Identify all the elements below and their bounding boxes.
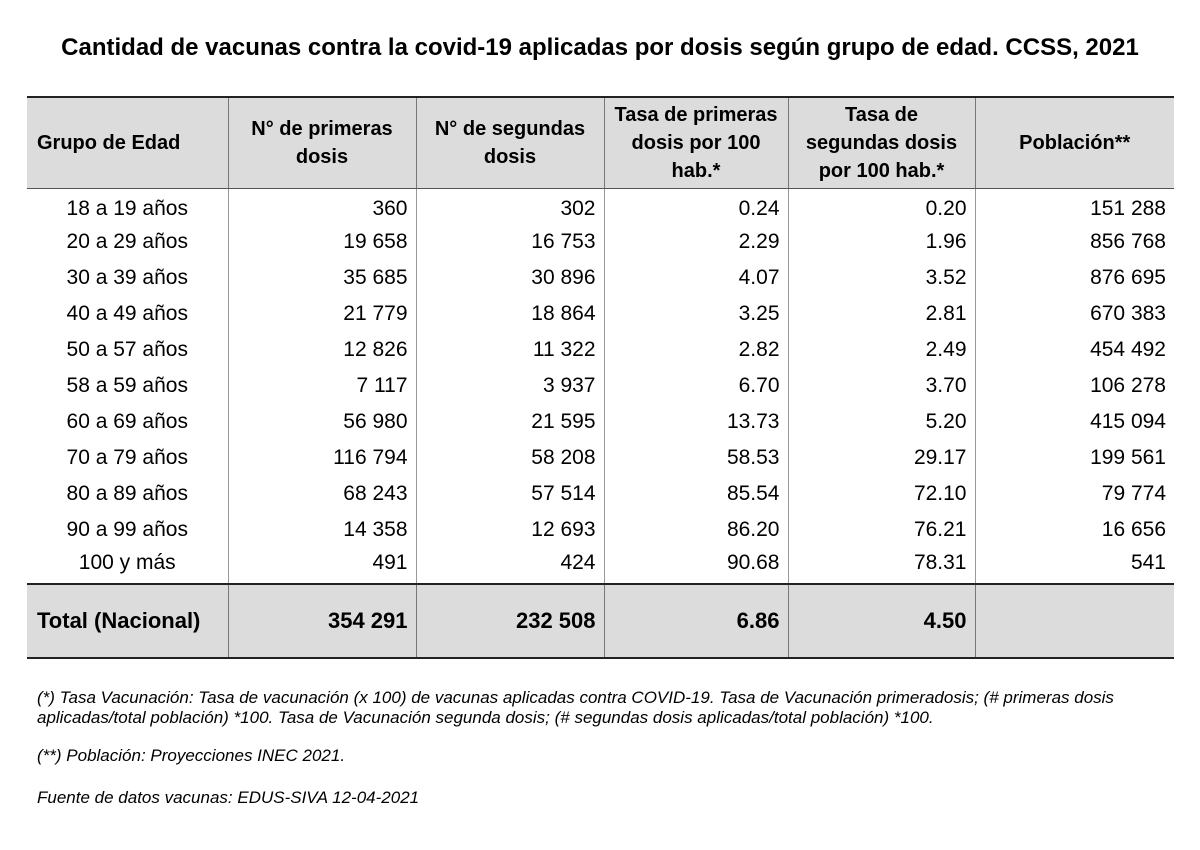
table-row [27, 296, 1174, 332]
age-group-cell: 60 a 69 años [66, 410, 188, 433]
second-rate-cell: 2.81 [788, 296, 975, 332]
age-group-cell: 58 a 59 años [66, 374, 188, 397]
age-group-cell: 50 a 57 años [66, 338, 188, 361]
first-rate-cell: 0.24 [604, 188, 788, 224]
age-group-cell: 100 y más [78, 550, 176, 574]
population-footnote: (**) Población: Proyecciones INEC 2021. [37, 746, 346, 765]
age-group-cell: 70 a 79 años [66, 446, 188, 469]
first-rate-cell: 58.53 [604, 440, 788, 476]
second-rate-cell: 3.70 [788, 368, 975, 404]
header-first-doses: N° de primeras dosis [228, 97, 416, 188]
table-row [27, 368, 1174, 404]
first-rate-cell: 13.73 [604, 404, 788, 440]
first-rate-cell: 85.54 [604, 476, 788, 512]
population-cell: 541 [975, 548, 1174, 584]
first-doses-cell: 56 980 [228, 404, 416, 440]
age-group-cell: 90 a 99 años [66, 518, 188, 541]
total-first-rate: 6.86 [604, 584, 788, 658]
table-row [27, 188, 1174, 224]
table-row [27, 548, 1174, 584]
table-header-row [27, 97, 1174, 188]
age-group-cell: 18 a 19 años [66, 197, 188, 221]
table-row [27, 404, 1174, 440]
header-second-doses: N° de segundas dosis [416, 97, 604, 188]
second-doses-cell: 3 937 [416, 368, 604, 404]
first-rate-cell: 6.70 [604, 368, 788, 404]
population-cell: 856 768 [975, 224, 1174, 260]
first-doses-cell: 35 685 [228, 260, 416, 296]
population-cell: 454 492 [975, 332, 1174, 368]
total-second-rate: 4.50 [788, 584, 975, 658]
vaccination-table [27, 96, 1174, 659]
header-population: Población** [975, 97, 1174, 188]
second-rate-cell: 76.21 [788, 512, 975, 548]
footnotes [37, 688, 1167, 808]
population-cell: 151 288 [975, 188, 1174, 224]
population-cell: 199 561 [975, 440, 1174, 476]
total-first-doses: 354 291 [228, 584, 416, 658]
first-doses-cell: 68 243 [228, 476, 416, 512]
age-group-cell: 30 a 39 años [66, 266, 188, 289]
second-rate-cell: 2.49 [788, 332, 975, 368]
table-row [27, 512, 1174, 548]
population-cell: 106 278 [975, 368, 1174, 404]
rate-footnote: (*) Tasa Vacunación: Tasa de vacunación (x 100) de vacunas aplicadas contra COVID-19. Tasa de Vacunación primeradosis; (# primeras dosis aplicadas/total población) *100. Tasa de Vacunación segunda dosis; (# segundas dosis aplicadas/total población) *100. [37, 688, 1114, 727]
population-cell: 79 774 [975, 476, 1174, 512]
age-group-cell: 40 a 49 años [66, 302, 188, 325]
first-doses-cell: 116 794 [228, 440, 416, 476]
second-doses-cell: 11 322 [416, 332, 604, 368]
second-doses-cell: 57 514 [416, 476, 604, 512]
header-first-rate: Tasa de primeras dosis por 100 hab.* [604, 97, 788, 188]
table-row [27, 260, 1174, 296]
second-rate-cell: 1.96 [788, 224, 975, 260]
first-doses-cell: 14 358 [228, 512, 416, 548]
age-group-cell: 80 a 89 años [66, 482, 188, 505]
table-row [27, 224, 1174, 260]
second-rate-cell: 3.52 [788, 260, 975, 296]
second-rate-cell: 5.20 [788, 404, 975, 440]
second-doses-cell: 18 864 [416, 296, 604, 332]
first-rate-cell: 2.29 [604, 224, 788, 260]
total-population [975, 584, 1174, 658]
page-title: Cantidad de vacunas contra la covid-19 aplicadas por dosis según grupo de edad. CCSS, 2021 [61, 34, 1139, 61]
population-cell: 670 383 [975, 296, 1174, 332]
table-row [27, 332, 1174, 368]
first-rate-cell: 3.25 [604, 296, 788, 332]
total-label: Total (Nacional) [27, 584, 228, 658]
total-row [27, 584, 1174, 658]
first-doses-cell: 7 117 [228, 368, 416, 404]
first-doses-cell: 19 658 [228, 224, 416, 260]
first-rate-cell: 2.82 [604, 332, 788, 368]
second-doses-cell: 424 [416, 548, 604, 584]
second-rate-cell: 0.20 [788, 188, 975, 224]
second-doses-cell: 58 208 [416, 440, 604, 476]
first-doses-cell: 21 779 [228, 296, 416, 332]
second-rate-cell: 29.17 [788, 440, 975, 476]
first-rate-cell: 90.68 [604, 548, 788, 584]
source-note: Fuente de datos vacunas: EDUS-SIVA 12-04-2021 [37, 788, 420, 807]
first-rate-cell: 4.07 [604, 260, 788, 296]
population-cell: 16 656 [975, 512, 1174, 548]
header-age-group: Grupo de Edad [27, 97, 228, 188]
second-rate-cell: 72.10 [788, 476, 975, 512]
second-doses-cell: 21 595 [416, 404, 604, 440]
second-doses-cell: 16 753 [416, 224, 604, 260]
total-second-doses: 232 508 [416, 584, 604, 658]
first-rate-cell: 86.20 [604, 512, 788, 548]
population-cell: 415 094 [975, 404, 1174, 440]
second-doses-cell: 30 896 [416, 260, 604, 296]
second-rate-cell: 78.31 [788, 548, 975, 584]
age-group-cell: 20 a 29 años [66, 230, 188, 253]
population-cell: 876 695 [975, 260, 1174, 296]
first-doses-cell: 12 826 [228, 332, 416, 368]
second-doses-cell: 302 [416, 188, 604, 224]
first-doses-cell: 360 [228, 188, 416, 224]
first-doses-cell: 491 [228, 548, 416, 584]
header-second-rate: Tasa de segundas dosis por 100 hab.* [788, 97, 975, 188]
table-row [27, 440, 1174, 476]
second-doses-cell: 12 693 [416, 512, 604, 548]
table-row [27, 476, 1174, 512]
